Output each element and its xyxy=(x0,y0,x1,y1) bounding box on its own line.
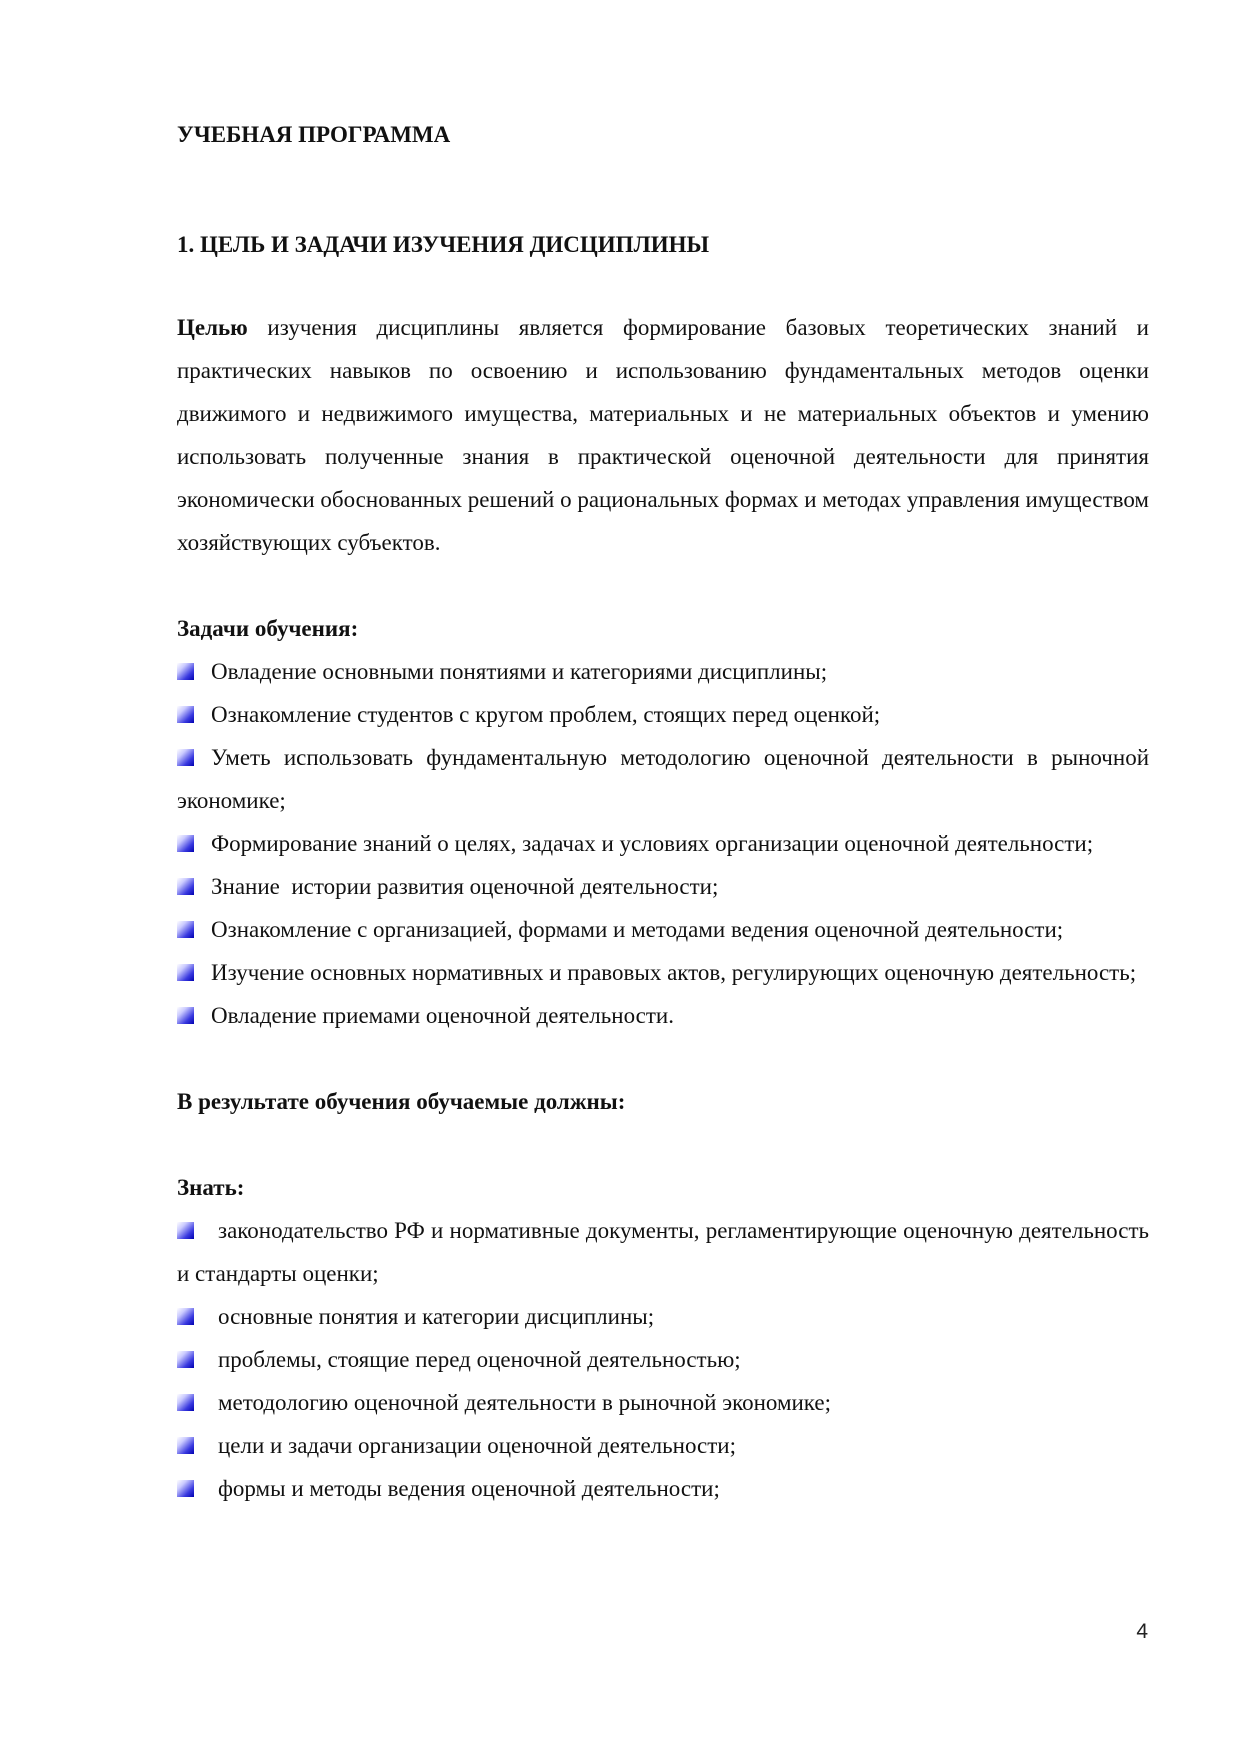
page-number: 4 xyxy=(1136,1620,1148,1643)
list-item xyxy=(177,865,1149,908)
document-title: УЧЕБНАЯ ПРОГРАММА xyxy=(177,122,451,147)
list-item xyxy=(177,822,1149,865)
square-bullet-icon xyxy=(177,1394,194,1411)
goal-lead: Целью xyxy=(177,315,248,341)
know-section xyxy=(177,1166,1149,1510)
square-bullet-icon xyxy=(177,835,194,852)
list-item-text: Формирование знаний о целях, задачах и условиях организации оценочной деятельности; xyxy=(211,831,1094,857)
list-item-text: Овладение приемами оценочной деятельности. xyxy=(211,1003,674,1029)
list-item-text: Изучение основных нормативных и правовых актов, регулирующих оценочную деятельность; xyxy=(211,960,1137,986)
list-item xyxy=(177,994,1149,1037)
list-item xyxy=(177,1381,1149,1424)
list-item xyxy=(177,650,1149,693)
list-item-text: формы и методы ведения оценочной деятельности; xyxy=(218,1476,720,1502)
know-heading: Знать: xyxy=(177,1175,245,1201)
square-bullet-icon xyxy=(177,921,194,938)
list-item-text: Знание истории развития оценочной деятельности; xyxy=(211,874,719,900)
page-content xyxy=(177,108,1149,1510)
list-item xyxy=(177,908,1149,951)
list-item-text: цели и задачи организации оценочной деятельности; xyxy=(218,1433,736,1459)
list-item-text: проблемы, стоящие перед оценочной деятельностью; xyxy=(218,1347,741,1373)
list-item-text: основные понятия и категории дисциплины; xyxy=(218,1304,655,1330)
list-item-text: законодательство РФ и нормативные документы, регламентирующие оценочную деятельность и стандарты оценки; xyxy=(177,1218,1149,1287)
square-bullet-icon xyxy=(177,1222,194,1239)
know-list xyxy=(177,1209,1149,1510)
result-heading: В результате обучения обучаемые должны: xyxy=(177,1089,626,1115)
list-item-text: Ознакомление с организацией, формами и методами ведения оценочной деятельности; xyxy=(211,917,1064,943)
square-bullet-icon xyxy=(177,1480,194,1497)
list-item xyxy=(177,951,1149,994)
list-item xyxy=(177,1209,1149,1295)
list-item-text: Ознакомление студентов с кругом проблем, стоящих перед оценкой; xyxy=(211,702,881,728)
list-item-text: методологию оценочной деятельности в рыночной экономике; xyxy=(218,1390,832,1416)
square-bullet-icon xyxy=(177,1437,194,1454)
square-bullet-icon xyxy=(177,1308,194,1325)
list-item xyxy=(177,1424,1149,1467)
list-item xyxy=(177,1338,1149,1381)
list-item xyxy=(177,736,1149,822)
square-bullet-icon xyxy=(177,1007,194,1024)
list-item xyxy=(177,1467,1149,1510)
list-item-text: Овладение основными понятиями и категориями дисциплины; xyxy=(211,659,828,685)
tasks-heading: Задачи обучения: xyxy=(177,616,359,642)
square-bullet-icon xyxy=(177,706,194,723)
tasks-list xyxy=(177,650,1149,1037)
square-bullet-icon xyxy=(177,964,194,981)
square-bullet-icon xyxy=(177,749,194,766)
square-bullet-icon xyxy=(177,663,194,680)
goal-text: изучения дисциплины является формирование базовых теоретических знаний и практических навыков по освоению и использованию фундаментальных методов оценки движимого и недвижимого имущества, материальных и не материальных объектов и умению использовать полученные знания в практической оценочной деятельности для принятия экономически обоснованных решений о рациональных формах и методах управления имуществом хозяйствующих субъектов. xyxy=(177,315,1149,556)
square-bullet-icon xyxy=(177,878,194,895)
section-title: 1. ЦЕЛЬ И ЗАДАЧИ ИЗУЧЕНИЯ ДИСЦИПЛИНЫ xyxy=(177,231,710,257)
list-item xyxy=(177,693,1149,736)
list-item-text: Уметь использовать фундаментальную методологию оценочной деятельности в рыночной экономике; xyxy=(177,745,1149,814)
goal-paragraph xyxy=(177,306,1149,564)
square-bullet-icon xyxy=(177,1351,194,1368)
list-item xyxy=(177,1295,1149,1338)
